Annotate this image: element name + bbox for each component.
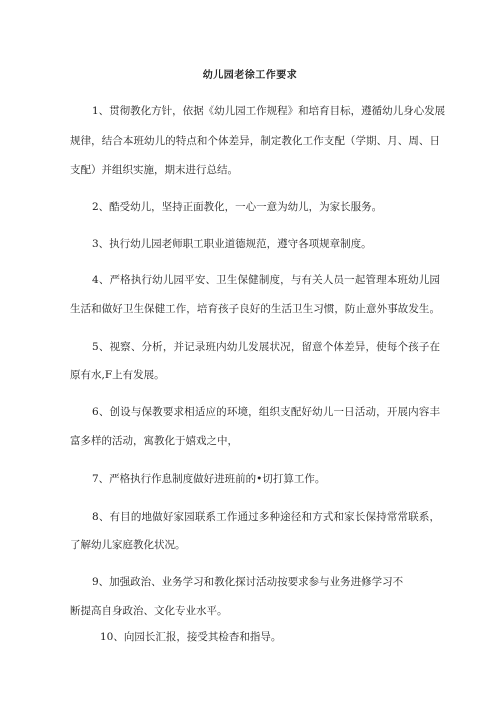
paragraph-1-line-1: 1、贯彻教化方针，依据《幼儿园工作规程》和培育目标，遵循幼儿身心发展 [92,105,446,117]
paragraph-6-line-1: 6、创设与保教要求相适应的环境，组织支配好幼儿一日活动，开展内容丰 [92,406,440,418]
paragraph-2: 2、酷受幼儿，坚持正面教化，一心一意为幼儿，为家长服务。 [92,201,383,213]
paragraph-8-line-2: 了解幼儿家庭教化状况。 [70,539,186,551]
paragraph-1-line-3: 支配）并组织实施，期末进行总结。 [70,164,238,176]
paragraph-5-line-1: 5、视察、分析，并记录班内幼儿发展状况，留意个体差异，使每个孩子在 [92,341,440,353]
paragraph-3: 3、执行幼儿园老师职工职业道德规范，遵守各项规章制度。 [92,238,372,250]
paragraph-9-line-1: 9、加强政治、业务学习和教化探讨活动按要求参与业务进修学习不 [92,576,404,588]
paragraph-4-line-1: 4、严格执行幼儿园平安、卫生保健制度，与有关人员一起管理本班幼儿园 [92,274,440,286]
paragraph-9-line-2: 断提高自身政治、文化专业水平。 [70,605,228,617]
paragraph-6-line-2: 富多样的活动，寓教化于嬉戏之中， [70,435,238,447]
paragraph-10: 10、向园长汇报，接受其检杳和指导。 [100,631,282,643]
paragraph-8-line-1: 8、有目的地做好家园联系工作通过多种途径和方式和家长保持常常联系， [92,511,440,523]
paragraph-1-line-2: 规律，结合本班幼儿的特点和个体差异，制定教化工作支配（学期、月、周、日 [70,135,440,147]
document-title: 幼儿园老徐工作要求 [202,70,298,81]
paragraph-7: 7、严格执行作息制度做好进班前的•切打算工作。 [92,473,326,485]
paragraph-4-line-2: 生活和做好卫生保健工作，培育孩子良好的生活卫生习惯，防止意外事故发生。 [70,303,440,315]
paragraph-5-line-2: 原有水,F上有发展。 [70,369,165,381]
